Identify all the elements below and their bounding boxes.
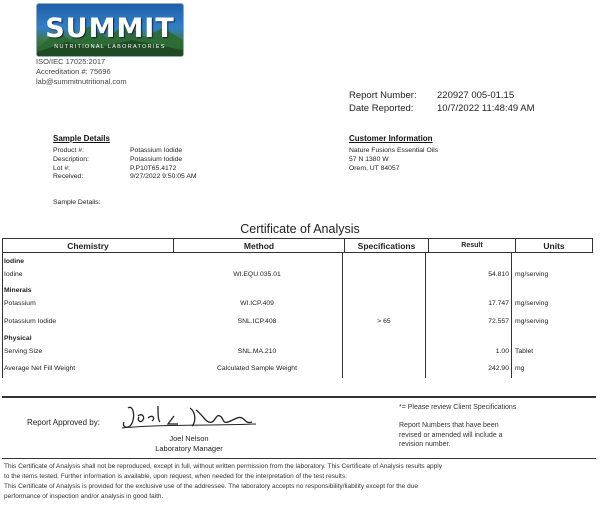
disclaimer-divider [2, 458, 596, 459]
row-iodine-method: WI.EQU.035.01 [233, 271, 281, 278]
row-fillweight-result: 242.90 [488, 365, 509, 372]
iso-text: ISO/IEC 17025:2017 [36, 57, 106, 66]
spec-note: *= Please review Client Specifications [399, 404, 517, 411]
row-kiodide-units: mg/serving [515, 318, 549, 325]
approver-title: Laboratory Manager [155, 444, 223, 453]
date-reported: 10/7/2022 11:48:49 AM [437, 103, 535, 114]
row-kiodide-result: 72.557 [488, 318, 509, 325]
approver [122, 434, 256, 454]
row-serving-chemistry: Serving Size [4, 348, 43, 355]
col-result: Result [429, 239, 516, 253]
row-potassium-result: 17.747 [488, 300, 509, 307]
report-number-label: Report Number: [349, 90, 417, 101]
row-serving-result: 1.00 [495, 348, 509, 355]
disclaimer-line-2: to the items tested. Further information is available, upon request, when needed for the interpretation of the test results. [4, 473, 347, 480]
revision-note-line-1: Report Numbers that have been [399, 422, 499, 429]
row-fillweight-method: Calculated Sample Weight [217, 365, 297, 372]
section-physical: Physical [4, 335, 32, 342]
row-potassium-units: mg/serving [515, 300, 549, 307]
signature [120, 402, 260, 437]
logo-word: SUMMIT [45, 13, 175, 44]
section-iodine: Iodine [4, 258, 25, 265]
row-iodine-chemistry: Iodine [4, 271, 23, 278]
revision-note-line-3: revision number. [399, 441, 451, 448]
customer-city: Orem, UT 84057 [349, 164, 400, 172]
row-potassium-method: WI.ICP.409 [240, 300, 274, 307]
date-reported-label: Date Reported: [349, 103, 414, 114]
disclaimer-line-3: This Certificate of Analysis is provided for the exclusive use of the addressee. The laboratory accepts no responsibility/liability except for the due [4, 483, 418, 490]
disclaimer-line-4: performance of inspection and/or analysis in good faith. [4, 493, 164, 500]
logo-subtitle: NUTRITIONAL LABORATORIES [54, 44, 166, 50]
received-value: 9/27/2022 9:50:05 AM [130, 173, 197, 181]
row-potassium-chemistry: Potassium [4, 300, 36, 307]
col-specifications: Specifications [345, 239, 429, 253]
customer-info [349, 147, 438, 173]
revision-note [399, 421, 503, 450]
section-minerals: Minerals [4, 287, 32, 294]
lot-value: P.P10T65.4172 [130, 164, 177, 172]
table-divider-units [511, 252, 512, 378]
certificate-title: Certificate of Analysis [240, 222, 360, 236]
results-table-header [2, 238, 593, 253]
accreditation-text: Accreditation #: 75696 [36, 67, 111, 76]
report-number: 220927 005-01.15 [437, 90, 515, 101]
row-fillweight-units: mg [515, 365, 525, 372]
sample-values [130, 147, 197, 182]
product-value: Potassium Iodide [130, 147, 183, 154]
row-kiodide-method: SNL.ICP.408 [237, 318, 277, 325]
row-iodine-units: mg/serving [515, 271, 549, 278]
lab-info [36, 57, 127, 87]
approval-divider [2, 396, 596, 398]
description-value: Potassium Iodide [130, 155, 183, 163]
table-border-left [2, 252, 3, 378]
customer-heading: Customer Information [349, 134, 433, 143]
row-serving-units: Tablet [515, 348, 534, 355]
row-serving-method: SNL.MA.210 [237, 348, 277, 355]
sample-labels [53, 147, 89, 182]
lot-label: Lot #: [53, 164, 71, 172]
description-label: Description: [53, 155, 89, 163]
sample-details-label: Sample Details: [53, 199, 101, 206]
approver-name: Joel Nelson [169, 434, 209, 443]
approved-by-label: Report Approved by: [27, 418, 100, 427]
summit-logo [36, 3, 184, 57]
product-label: Product #: [53, 147, 84, 154]
disclaimer-line-1: This Certificate of Analysis shall not be reproduced, except in full, without written permission from the laboratory. This Certificate of Analysis results apply [4, 463, 442, 470]
signature-icon [120, 402, 260, 432]
row-kiodide-chemistry: Potassium Iodide [4, 318, 57, 325]
lab-email: lab@summitnutritional.com [36, 77, 127, 86]
row-iodine-result: 54.810 [488, 271, 509, 278]
received-label: Received: [53, 173, 84, 181]
row-fillweight-chemistry: Average Net Fill Weight [4, 365, 76, 372]
col-chemistry: Chemistry [3, 239, 174, 253]
sample-details-heading: Sample Details [53, 134, 110, 143]
customer-street: 57 N 1380 W [349, 155, 389, 163]
table-divider-spec [342, 252, 343, 378]
col-units: Units [516, 239, 593, 253]
col-method: Method [174, 239, 345, 253]
customer-name: Nature Fusions Essential Oils [349, 147, 439, 154]
revision-note-line-2: revised or amended will include a [399, 431, 503, 439]
disclaimer [4, 462, 596, 502]
row-kiodide-spec: > 65 [377, 318, 391, 325]
